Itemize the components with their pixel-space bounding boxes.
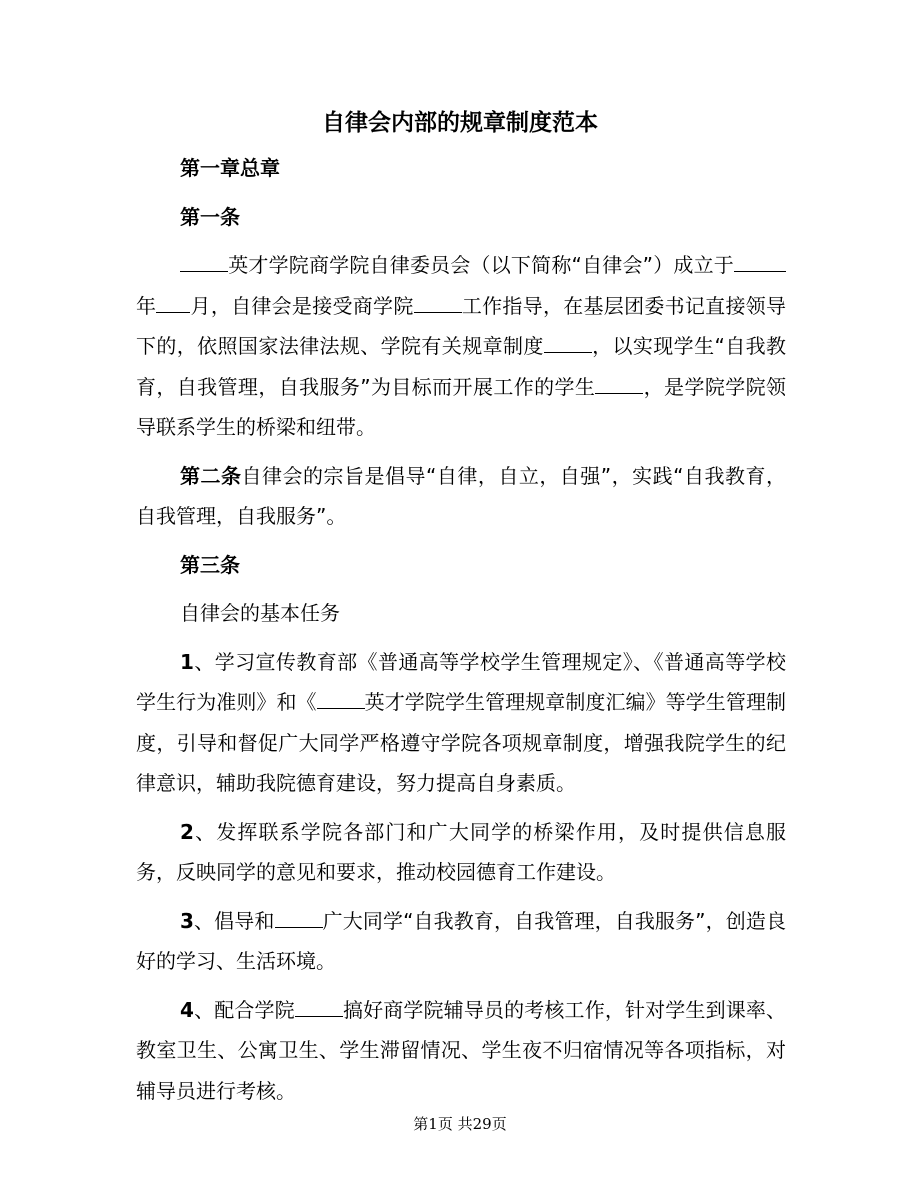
item-number: 2 [180, 819, 194, 844]
page-number: 第1页 共29页 [413, 1115, 507, 1133]
task-item-4: 4、配合学院 搞好商学院辅导员的考核工作，针对学生到课率、教室卫生、公寓卫生、学生滞留情况、学生夜不归宿情况等各项指标，对辅导员进行考核。 [136, 997, 787, 1103]
task-item-2: 2、发挥联系学院各部门和广大同学的桥梁作用，及时提供信息服务，反映同学的意见和要求，推动校园德育工作建设。 [136, 819, 786, 884]
item-number: 3 [180, 908, 194, 933]
article-2-heading: 第二条 [180, 463, 242, 488]
fill-blank [734, 251, 768, 272]
fill-blank [275, 907, 323, 928]
fill-blank [180, 251, 228, 272]
article-2-paragraph: 第二条自律会的宗旨是倡导“自律，自立，自强”，实践“自我教育，自我管理，自我服务”。 [136, 463, 786, 528]
fill-blank [317, 688, 365, 709]
document-title: 自律会内部的规章制度范本 [322, 110, 598, 136]
fill-blank [295, 996, 343, 1017]
item-number: 4 [180, 997, 194, 1022]
fill-blank [544, 332, 592, 353]
fill-blank [414, 292, 462, 313]
article-1-heading: 第一条 [180, 204, 240, 229]
article-3-intro: 自律会的基本任务 [180, 601, 340, 625]
fill-blank [768, 251, 786, 272]
chapter-heading: 第一章总章 [180, 156, 280, 180]
article-1-paragraph: 英才学院商学院自律委员会（以下简称“自律会”）成立于年 月，自律会是接受商学院 工作指导，在基层团委书记直接领导下的，依照国家法律法规、学院有关规章制度 ，以实现学生“自我教育，自我管理，自我服务”为目标而开展工作的学生 ，是学院学院领导联系学生的桥梁和纽带。 [136, 253, 787, 439]
article-3-heading: 第三条 [180, 552, 240, 577]
item-number: 1 [180, 649, 194, 674]
fill-blank [156, 292, 190, 313]
document-body [136, 148, 786, 1119]
fill-blank [595, 373, 643, 394]
task-item-3: 3、倡导和 广大同学“自我教育，自我管理，自我服务”，创造良好的学习、生活环境。 [136, 908, 786, 973]
task-item-1: 1、学习宣传教育部《普通高等学校学生管理规定》、《普通高等学校学生行为准则》和《 英才学院学生管理规章制度汇编》等学生管理制度，引导和督促广大同学严格遵守学院各项规章制度，增强我院学生的纪律意识，辅助我院德育建设，努力提高自身素质。 [136, 649, 787, 795]
